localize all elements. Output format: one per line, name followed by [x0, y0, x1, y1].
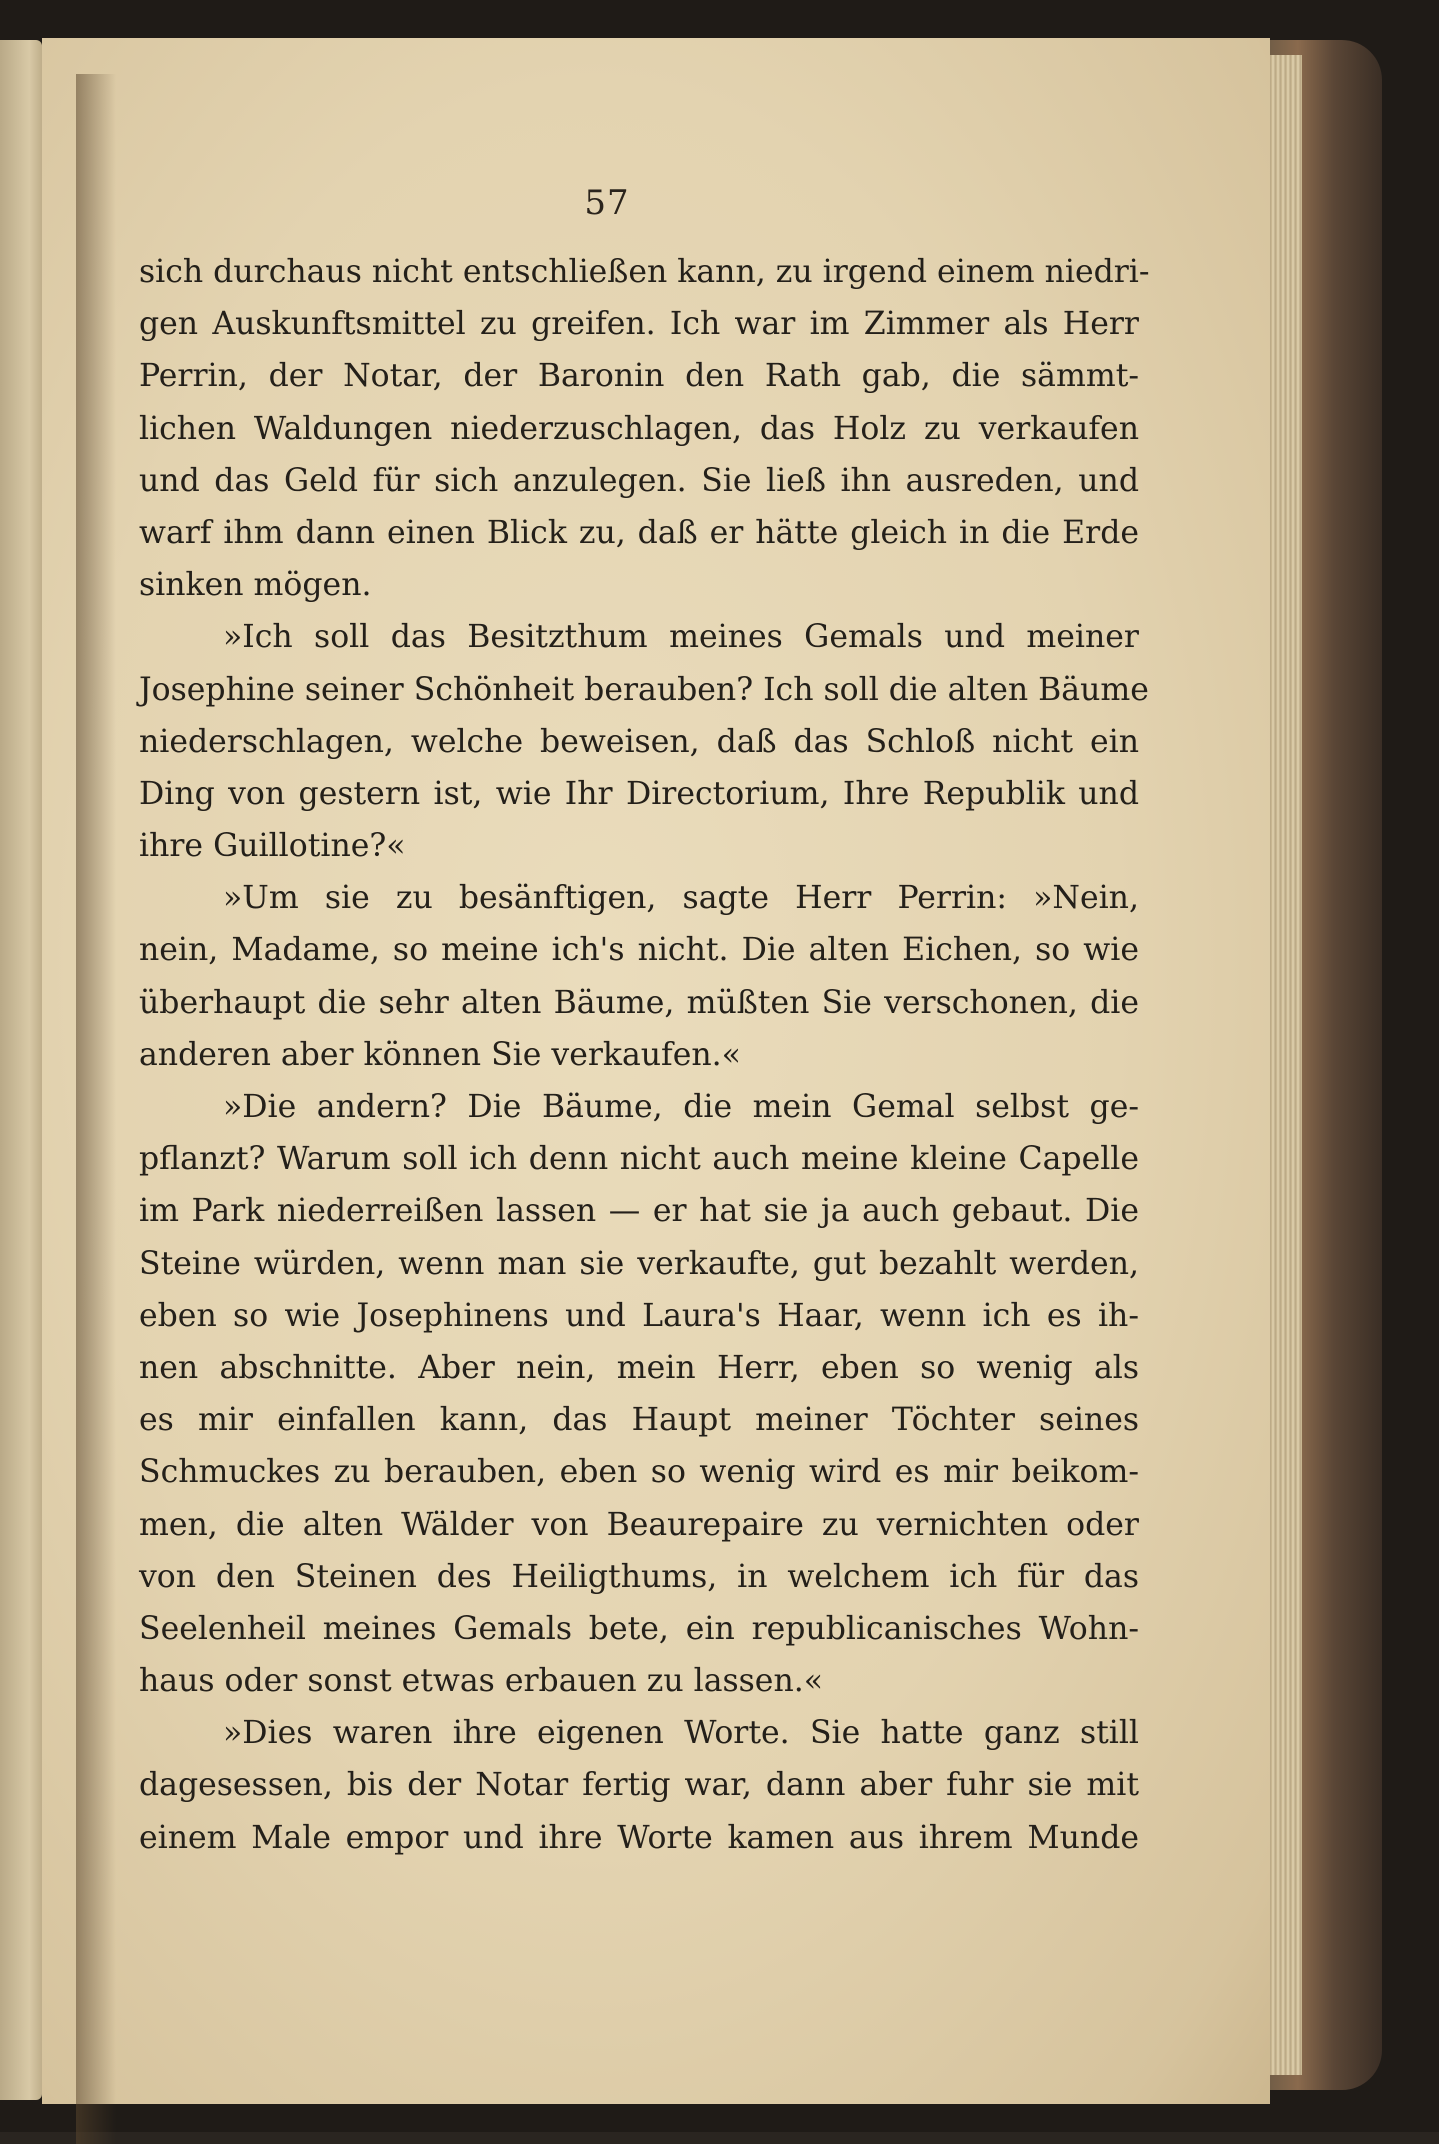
text-line: pflanzt? Warum soll ich denn nicht auch meine kleine Capelle — [139, 1141, 1139, 1178]
text-line: Steine würden, wenn man sie verkaufte, gut bezahlt werden, — [139, 1245, 1139, 1282]
text-line: dagesessen, bis der Notar fertig war, dann aber fuhr sie mit — [139, 1767, 1139, 1804]
text-line: gen Auskunftsmittel zu greifen. Ich war im Zimmer als Herr — [139, 306, 1139, 343]
text-line: sich durchaus nicht entschließen kann, zu irgend einem niedri- — [139, 254, 1150, 290]
text-line: und das Geld für sich anzulegen. Sie ließ ihn ausreden, und — [139, 462, 1139, 499]
text-line: sinken mögen. — [139, 567, 372, 604]
page-gutter-shadow — [76, 74, 116, 2144]
text-line: Seelenheil meines Gemals bete, ein republicanisches Wohn- — [139, 1610, 1139, 1647]
text-line: von den Steinen des Heiligthums, in welchem ich für das — [139, 1558, 1139, 1595]
text-line: warf ihm dann einen Blick zu, daß er hätte gleich in die Erde — [139, 514, 1139, 551]
text-line: »Dies waren ihre eigenen Worte. Sie hatte ganz still — [223, 1715, 1139, 1752]
text-line: einem Male empor und ihre Worte kamen aus ihrem Munde — [139, 1819, 1139, 1856]
text-line: nen abschnitte. Aber nein, mein Herr, eben so wenig als — [139, 1349, 1139, 1386]
text-line: im Park niederreißen lassen — er hat sie ja auch gebaut. Die — [139, 1193, 1139, 1230]
text-line: Josephine seiner Schönheit berauben? Ich soll die alten Bäume — [139, 671, 1149, 708]
text-line: überhaupt die sehr alten Bäume, müßten Sie verschonen, die — [139, 984, 1139, 1021]
text-line: eben so wie Josephinens und Laura's Haar, wenn ich es ih- — [139, 1297, 1139, 1334]
previous-page-edge — [0, 40, 42, 2100]
page-number: 57 — [584, 183, 630, 223]
body-text — [139, 246, 1150, 1864]
text-line: anderen aber können Sie verkaufen.« — [139, 1036, 741, 1073]
text-line: haus oder sonst etwas erbauen zu lassen.« — [139, 1663, 824, 1700]
text-line: nein, Madame, so meine ich's nicht. Die alten Eichen, so wie — [139, 932, 1139, 969]
text-line: lichen Waldungen niederzuschlagen, das Holz zu verkaufen — [139, 410, 1139, 447]
text-line: ihre Guillotine?« — [139, 828, 406, 865]
text-line: men, die alten Wälder von Beaurepaire zu vernichten oder — [139, 1506, 1139, 1543]
text-line: »Ich soll das Besitzthum meines Gemals und meiner — [223, 619, 1139, 656]
book-page — [42, 38, 1270, 2104]
text-line: Ding von gestern ist, wie Ihr Directorium, Ihre Republik und — [139, 775, 1139, 812]
text-line: »Die andern? Die Bäume, die mein Gemal selbst ge- — [223, 1089, 1139, 1125]
text-line: es mir einfallen kann, das Haupt meiner Töchter seines — [139, 1402, 1139, 1439]
text-line: Perrin, der Notar, der Baronin den Rath gab, die sämmt- — [139, 358, 1139, 395]
text-line: niederschlagen, welche beweisen, daß das Schloß nicht ein — [139, 723, 1139, 760]
text-line: »Um sie zu besänftigen, sagte Herr Perrin: »Nein, — [223, 880, 1139, 917]
text-line: Schmuckes zu berauben, eben so wenig wird es mir beikom- — [139, 1454, 1139, 1491]
